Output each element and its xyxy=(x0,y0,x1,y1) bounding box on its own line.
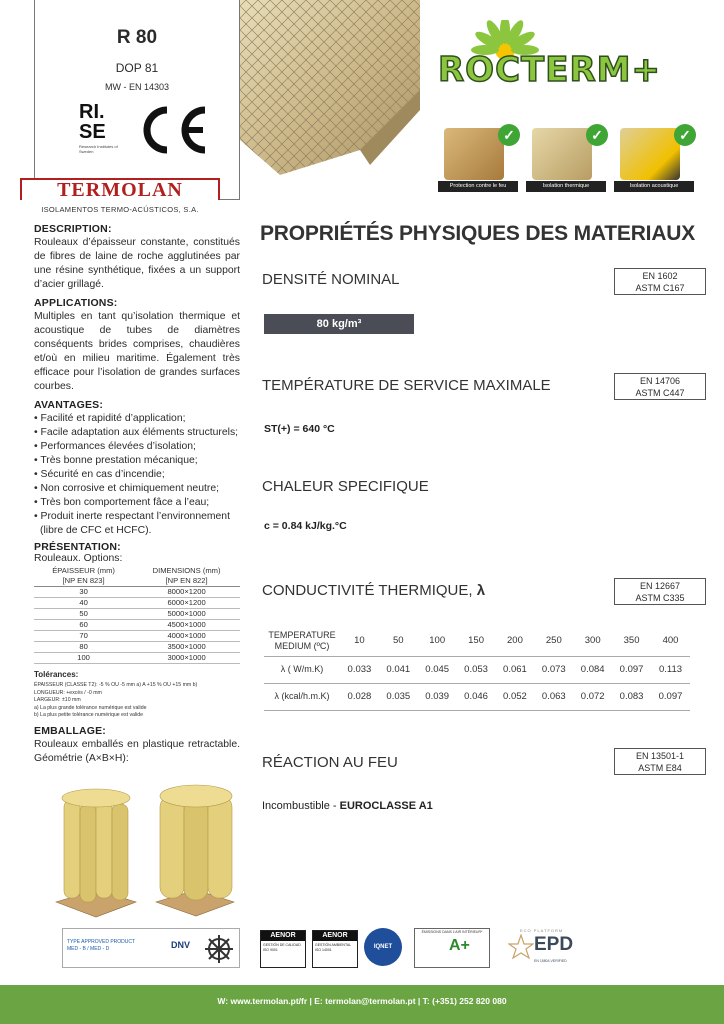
density-title: DENSITÉ NOMINAL xyxy=(262,271,400,288)
table-row: 80 3500×1000 xyxy=(34,642,240,653)
feature-label: Isolation acoustique xyxy=(614,181,694,192)
dnv-label: TYPE APPROVED PRODUCT MED - B / MED - D xyxy=(67,939,136,952)
table-row: 100 3000×1000 xyxy=(34,653,240,664)
check-icon: ✓ xyxy=(498,124,520,146)
packaging-title: EMBALLAGE: xyxy=(34,724,106,737)
density-standards: EN 1602 ASTM C167 xyxy=(614,268,706,295)
specific-heat-value: c = 0.84 kJ/kg.°C xyxy=(264,520,347,532)
ship-wheel-icon xyxy=(203,933,235,965)
table-row: 40 6000×1200 xyxy=(34,598,240,609)
conductivity-table xyxy=(264,626,690,711)
list-item: • Sécurité en cas d’incendie; xyxy=(34,468,240,482)
pallet-illustration xyxy=(36,782,236,922)
product-standard: MW - EN 14303 xyxy=(104,82,170,92)
list-item: • Très bonne prestation mécanique; xyxy=(34,454,240,468)
pallet-vertical-icon xyxy=(156,785,234,916)
company-subtitle: ISOLAMENTOS TERMO-ACÚSTICOS, S.A. xyxy=(41,205,199,214)
ce-mark-icon xyxy=(131,100,211,160)
epd-logo: ECO PLATFORM EPD EN 15804 VERIFIED xyxy=(504,928,584,968)
table-row: λ (kcal/h.m.K) 0.028 0.035 0.039 0.046 0.052 0.063 0.072 0.083 0.097 xyxy=(264,683,690,710)
presentation-subtitle: Rouleaux. Options: xyxy=(34,553,123,564)
product-photo xyxy=(240,0,420,175)
list-item: • Produit inerte respectant l’environnement (libre de CFC et HCFC). xyxy=(34,510,240,538)
brand-logo xyxy=(430,30,700,100)
advantages-title: AVANTAGES: xyxy=(34,399,104,411)
dnv-certification xyxy=(62,928,240,968)
table-row: TEMPERATURE MEDIUM (ºC) 10 50 100 150 200 250 300 350 400 xyxy=(264,626,690,656)
pallet-horizontal-icon xyxy=(56,789,136,917)
max-temp-title: TEMPÉRATURE DE SERVICE MAXIMALE xyxy=(262,377,551,394)
max-temp-standards: EN 14706 ASTM C447 xyxy=(614,373,706,400)
description-title: DESCRIPTION: xyxy=(34,223,112,235)
list-item: • Facile adaptation aux éléments structurels; xyxy=(34,426,240,440)
conductivity-standards: EN 12667 ASTM C335 xyxy=(614,578,706,605)
feature-label: Protection contre le feu xyxy=(438,181,518,192)
packaging-text: Rouleaux emballés en plastique retractable. Géométrie (A×B×H): xyxy=(34,738,240,764)
left-column xyxy=(34,222,240,766)
thermal-insulation-icon xyxy=(532,128,592,180)
check-icon: ✓ xyxy=(674,124,696,146)
fire-reaction-title: RÉACTION AU FEU xyxy=(262,754,398,771)
product-dop: DOP 81 xyxy=(115,61,159,75)
list-item: • Très bon comportement fâce a l’eau; xyxy=(34,496,240,510)
product-header-box xyxy=(34,0,240,200)
specific-heat-title: CHALEUR SPECIFIQUE xyxy=(262,478,429,495)
cert-logos xyxy=(79,100,209,164)
fire-reaction-value: Incombustible - EUROCLASSE A1 xyxy=(262,800,433,812)
termolan-logo: TERMOLAN xyxy=(20,178,220,204)
row-label: λ (kcal/h.m.K) xyxy=(264,683,340,710)
presentation-title: PRÉSENTATION: xyxy=(34,541,121,553)
row-label: λ ( W/m.K) xyxy=(264,656,340,683)
certification-logos xyxy=(260,926,590,970)
tolerances-title: Tolérances: xyxy=(34,670,79,679)
table-header: ÉPAISSEUR (mm) [NP EN 823] xyxy=(34,566,133,587)
feature-acoustic xyxy=(614,124,698,192)
page-title: PROPRIÉTÉS PHYSIQUES DES MATERIAUX xyxy=(260,222,696,245)
feature-label: Isolation thermique xyxy=(526,181,606,192)
check-icon: ✓ xyxy=(586,124,608,146)
max-temp-value: ST(+) = 640 °C xyxy=(264,423,335,435)
table-header: TEMPERATURE MEDIUM (ºC) xyxy=(264,626,340,656)
brand-name: ROCTERM+ xyxy=(438,50,661,90)
feature-icons xyxy=(438,124,700,192)
table-row: 50 5000×1000 xyxy=(34,609,240,620)
rise-logo: RI. SE Research Institutes of Sweden xyxy=(79,101,118,154)
dnv-logo: DNV xyxy=(171,940,191,950)
applications-text: Multiples en tant qu’isolation thermique et acoustique de tubes de diamètres conséquents brides comprises, chaudières et/où en milieu maritime. Également très efficace pour l’isolation de grandes surfaces courbes. xyxy=(34,311,240,392)
table-row: 70 4000×1000 xyxy=(34,631,240,642)
footer-contact: W: www.termolan.pt/fr | E: termolan@termolan.pt | T: (+351) 252 820 080 xyxy=(0,985,724,1024)
table-row: λ ( W/m.K) 0.033 0.041 0.045 0.053 0.061 0.073 0.084 0.097 0.113 xyxy=(264,656,690,683)
tolerances-text: ÉPAISSEUR (CLASSE T2): -5 % OU -5 mm a) A +15 % OU +15 mm b) LONGUEUR: +excès / -0 mm LARGEUR: ±10 mm a) La plus grande tolérance numérique est valide b) La plus petite tolérance numérique est valide xyxy=(34,682,198,718)
table-row: 60 4500×1000 xyxy=(34,620,240,631)
list-item: • Non corrosive et chimiquement neutre; xyxy=(34,482,240,496)
presentation-table xyxy=(34,566,240,664)
star-icon xyxy=(508,934,534,960)
fire-protection-icon xyxy=(444,128,504,180)
product-code: R 80 xyxy=(116,27,158,48)
acoustic-insulation-icon xyxy=(620,128,680,180)
aenor-quality-logo: AENOR GESTIÓN DE CALIDAD ISO 9001 xyxy=(260,930,306,968)
iqnet-logo: IQNET xyxy=(364,928,402,966)
fire-reaction-standards: EN 13501-1 ASTM E84 xyxy=(614,748,706,775)
conductivity-title: CONDUCTIVITÉ THERMIQUE, λ xyxy=(262,582,486,599)
applications-title: APPLICATIONS: xyxy=(34,297,118,309)
aenor-environment-logo: AENOR GESTIÓN AMBIENTAL ISO 14001 xyxy=(312,930,358,968)
aplus-rating: A+ xyxy=(449,937,470,954)
emissions-label: ÉMISSIONS DANS L’AIR INTÉRIEUR* A+ xyxy=(414,928,490,968)
list-item: • Performances élevées d’isolation; xyxy=(34,440,240,454)
density-value: 80 kg/m³ xyxy=(264,314,414,334)
table-header: DIMENSIONS (mm) [NP EN 822] xyxy=(133,566,240,587)
feature-fire xyxy=(438,124,522,192)
description-text: Rouleaux d’épaisseur constante, constitués de fibres de laine de roche agglutinées par une résine synthétique, fixées a un support d’acier grillagé. xyxy=(34,237,240,290)
list-item: • Facilité et rapidité d’application; xyxy=(34,412,240,426)
feature-thermal xyxy=(526,124,610,192)
table-row: 30 8000×1200 xyxy=(34,587,240,598)
advantages-list xyxy=(34,412,240,538)
